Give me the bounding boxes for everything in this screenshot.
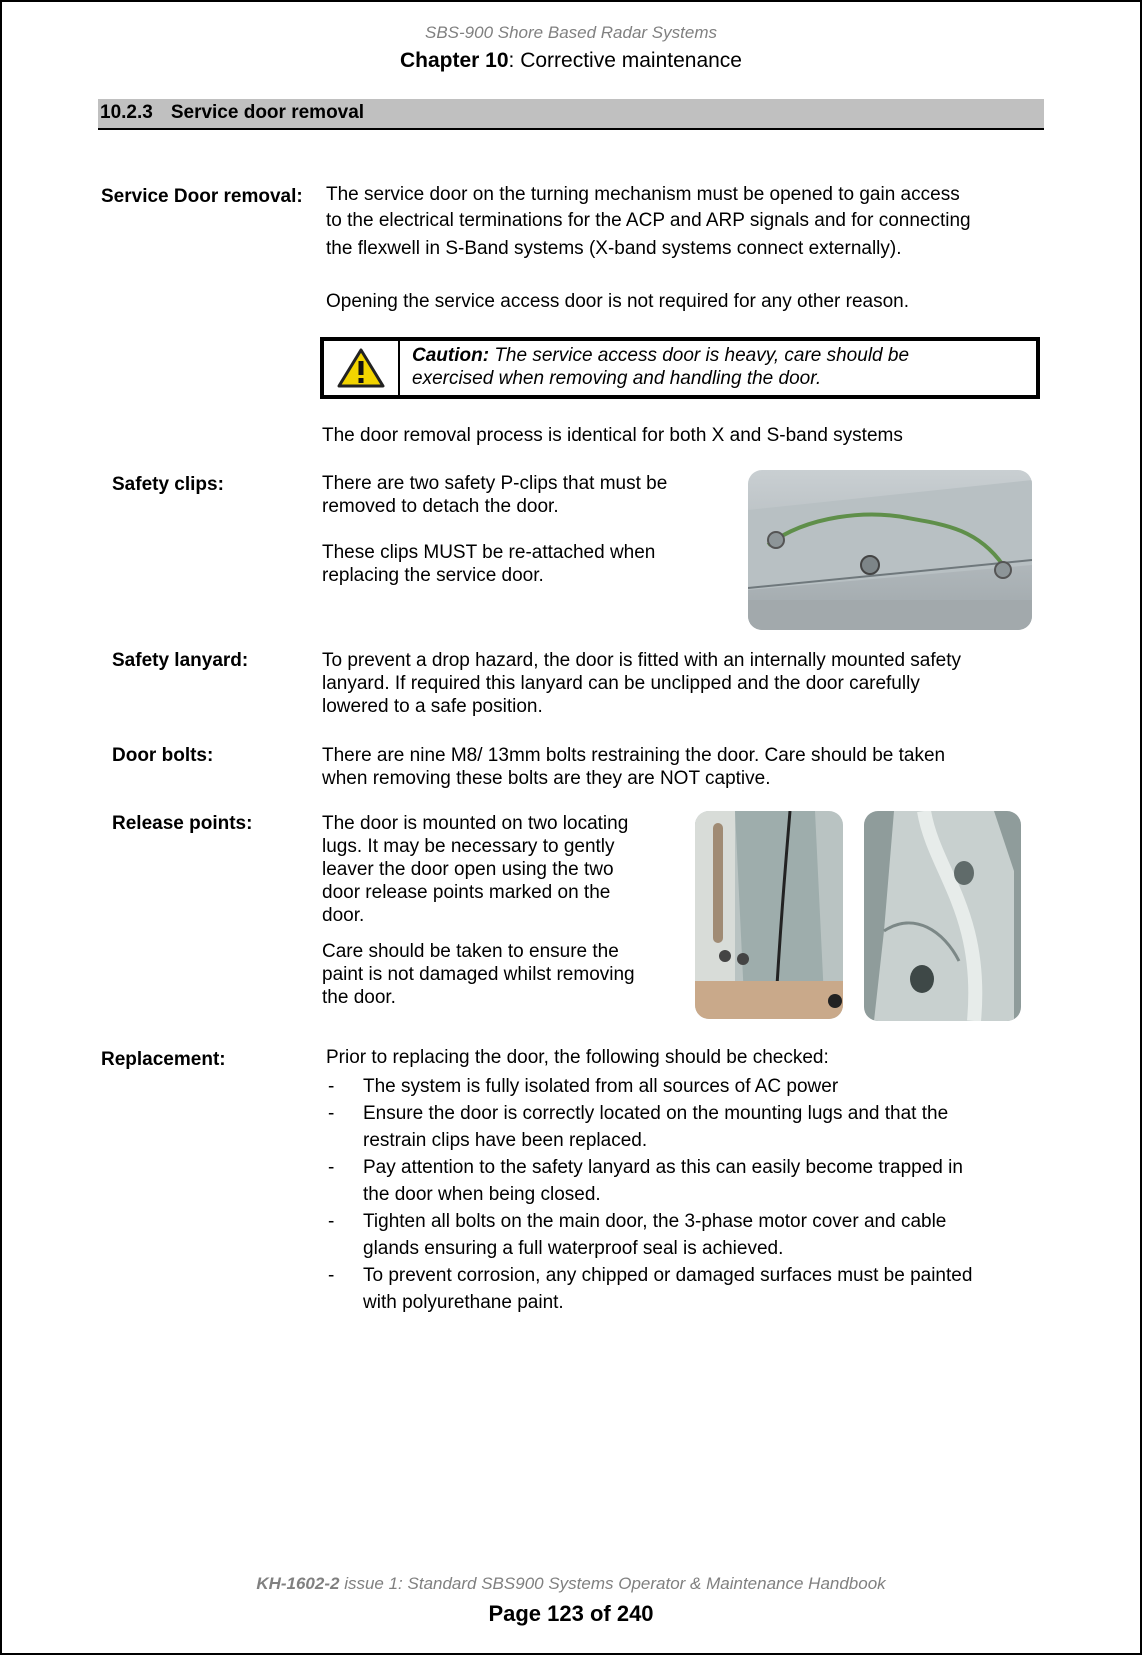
release-points-text [322, 812, 672, 1009]
safety-lanyard-text [322, 649, 1042, 718]
list-item-line: Ensure the door is correctly located on the mounting lugs and that the [363, 1103, 949, 1124]
list-item-line: To prevent corrosion, any chipped or damaged surfaces must be painted [363, 1265, 973, 1286]
list-item-line: with polyurethane paint. [363, 1292, 564, 1313]
identical-process-note: The door removal process is identical for both X and S-band systems [322, 425, 903, 446]
header-system-title: SBS-900 Shore Based Radar Systems [425, 23, 717, 42]
service-door-label: Service Door removal: [101, 186, 303, 207]
release-points-line: lugs. It may be necessary to gently [322, 836, 615, 857]
list-item-line: The system is fully isolated from all sources of AC power [363, 1076, 839, 1097]
service-door-line: the flexwell in S-Band systems (X-band systems connect externally). [326, 238, 902, 259]
safety-lanyard-line: lowered to a safe position. [322, 696, 543, 717]
release-points-line: Care should be taken to ensure the [322, 941, 619, 962]
release-point-photo-right [864, 811, 1021, 1021]
release-points-line: leaver the door open using the two [322, 859, 614, 880]
door-bolts-line: There are nine M8/ 13mm bolts restraining the door. Care should be taken [322, 745, 946, 766]
safety-lanyard-line: To prevent a drop hazard, the door is fitted with an internally mounted safety [322, 650, 961, 671]
chapter-title: : Corrective maintenance [508, 49, 742, 72]
section-number: 10.2.3 [100, 102, 153, 123]
safety-clip-photo [748, 470, 1032, 630]
safety-clips-line: removed to detach the door. [322, 496, 559, 517]
header-chapter [0, 49, 1142, 73]
service-door-line: to the electrical terminations for the ACP and ARP signals and for connecting [326, 210, 971, 231]
warning-triangle-icon [337, 348, 385, 388]
list-dash: - [328, 1103, 335, 1124]
release-points-line: the door. [322, 987, 396, 1008]
list-item [325, 1073, 1045, 1100]
page-number: Page 123 of 240 [488, 1601, 654, 1626]
replacement-checklist [325, 1073, 1045, 1316]
chapter-number: Chapter 10 [400, 49, 509, 72]
footer-doc-number: KH-1602-2 [256, 1574, 340, 1593]
list-item-line: Tighten all bolts on the main door, the 3-phase motor cover and cable [363, 1211, 947, 1232]
replacement-label: Replacement: [101, 1049, 226, 1070]
footer-document [0, 1574, 1142, 1594]
list-item-line: the door when being closed. [363, 1184, 601, 1205]
list-item [325, 1262, 1045, 1316]
door-bolts-line: when removing these bolts are they are NOT captive. [322, 768, 771, 789]
list-dash: - [328, 1076, 335, 1097]
list-item-line: glands ensuring a full waterproof seal is achieved. [363, 1238, 784, 1259]
caution-text [400, 341, 919, 395]
safety-clips-label: Safety clips: [112, 474, 224, 495]
list-item-line: Pay attention to the safety lanyard as this can easily become trapped in [363, 1157, 963, 1178]
service-door-paragraph [326, 182, 1046, 262]
list-dash: - [328, 1157, 335, 1178]
service-door-note: Opening the service access door is not required for any other reason. [326, 291, 909, 312]
door-bolts-text [322, 744, 1042, 790]
safety-clips-line: These clips MUST be re-attached when [322, 542, 656, 563]
caution-heading: Caution: [412, 345, 490, 366]
door-bolts-label: Door bolts: [112, 745, 214, 766]
release-points-line: paint is not damaged whilst removing [322, 964, 635, 985]
section-heading [98, 99, 1044, 130]
caution-line: The service access door is heavy, care should be [489, 345, 910, 366]
service-door-line: The service door on the turning mechanism must be opened to gain access [326, 184, 960, 205]
safety-lanyard-line: lanyard. If required this lanyard can be unclipped and the door carefully [322, 673, 920, 694]
list-dash: - [328, 1211, 335, 1232]
release-points-label: Release points: [112, 813, 253, 834]
list-item [325, 1154, 1045, 1208]
safety-lanyard-label: Safety lanyard: [112, 650, 249, 671]
safety-clips-line: There are two safety P-clips that must be [322, 473, 668, 494]
footer-doc-title: issue 1: Standard SBS900 Systems Operator & Maintenance Handbook [339, 1574, 886, 1593]
caution-line: exercised when removing and handling the door. [412, 368, 822, 389]
replacement-intro: Prior to replacing the door, the following should be checked: [326, 1047, 829, 1068]
list-item [325, 1100, 1045, 1154]
list-item [325, 1208, 1045, 1262]
caution-icon-cell [324, 341, 400, 395]
safety-clips-text [322, 472, 712, 587]
release-points-line: The door is mounted on two locating [322, 813, 629, 834]
list-dash: - [328, 1265, 335, 1286]
caution-box [320, 337, 1040, 399]
safety-clips-line: replacing the service door. [322, 565, 544, 586]
list-item-line: restrain clips have been replaced. [363, 1130, 648, 1151]
release-points-line: door release points marked on the [322, 882, 611, 903]
section-title: Service door removal [170, 102, 365, 123]
release-points-line: door. [322, 905, 365, 926]
release-point-photo-left [695, 811, 843, 1019]
